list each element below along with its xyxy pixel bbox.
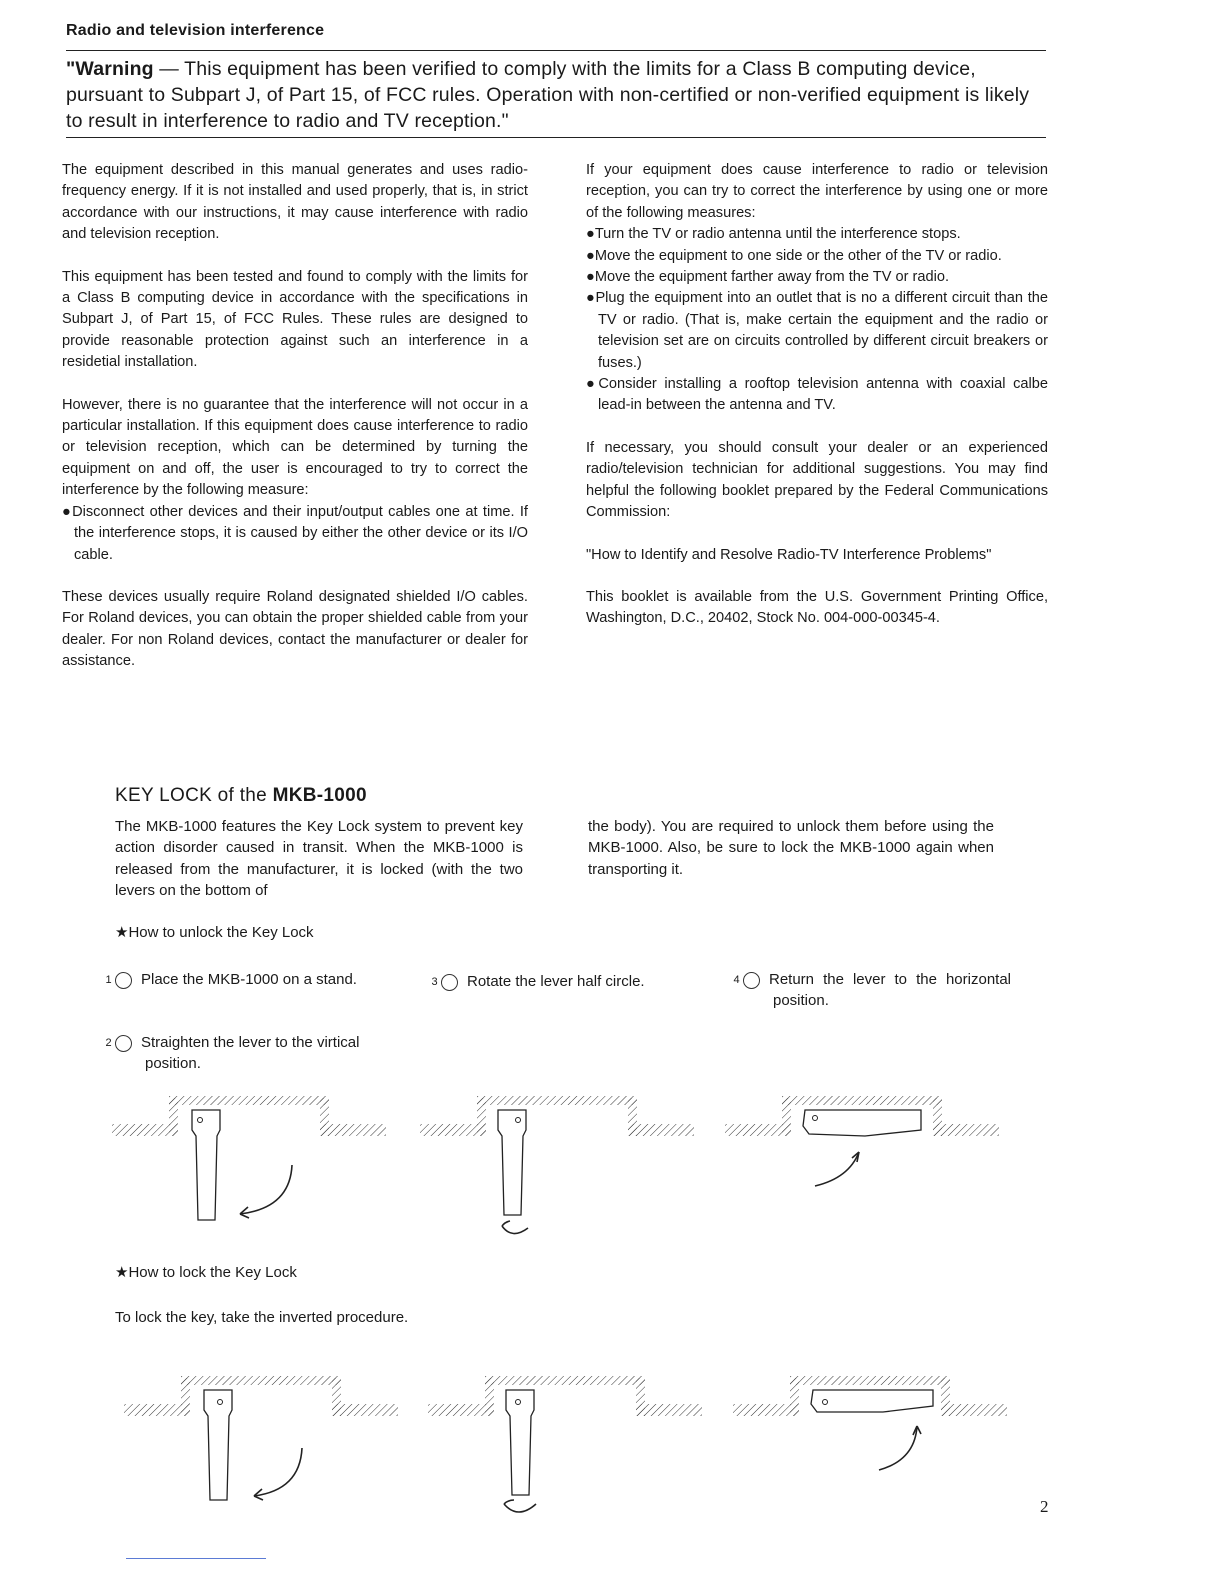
lock-diagram-1 — [124, 1370, 404, 1510]
lock-diagram-2 — [428, 1370, 708, 1530]
right-paragraph-3: "How to Identify and Resolve Radio-TV Interference Problems" — [586, 546, 992, 563]
unlock-diagram-step-4 — [725, 1090, 1005, 1230]
lock-heading: ★How to lock the Key Lock — [115, 1264, 297, 1281]
key-lock-left-text: The MKB-1000 features the Key Lock system to prevent key action disorder caused in transit. When the MKB-1000 is released from the manufacturer, it is locked (with the two levers on the bottom of — [115, 818, 523, 900]
warning-text: This equipment has been verified to comply with the limits for a Class B computing device, pursuant to Subpart J, of Part 15, of FCC rules. Operation with non-certified or non-verified equipment is likely to result in interference to radio and TV reception." — [66, 58, 1030, 132]
right-bullet-2: ●Move the equipment to one side or the other of the TV or radio. — [586, 247, 1002, 264]
section-title: Radio and television interference — [66, 22, 325, 39]
step-1-text: Place the MKB-1000 on a stand. — [141, 971, 357, 988]
step-3-text: Rotate the lever half circle. — [467, 973, 645, 990]
page-number: 2 — [1040, 1497, 1049, 1516]
right-column — [586, 160, 1048, 630]
right-paragraph-2: If necessary, you should consult your dealer or an experienced radio/television technician for additional suggestions. You may find helpful the following booklet prepared by the Federal Communications Commission: — [586, 439, 1048, 521]
left-paragraph-3: However, there is no guarantee that the interference will not occur in a particular installation. If this equipment does cause interference to radio or television reception, which can be determined by turning the equipment on and off, the user is encouraged to try to correct the interference by the following measure: — [62, 396, 528, 499]
key-lock-title-model: MKB-1000 — [272, 785, 367, 806]
right-paragraph-4: This booklet is available from the U.S. Government Printing Office, Washington, D.C., 20402, Stock No. 004-000-00345-4. — [586, 588, 1048, 627]
left-paragraph-1: The equipment described in this manual generates and uses radio-frequency energy. If it is not installed and used properly, that is, in strict accordance with our instructions, it may cause interference with radio and television reception. — [62, 162, 528, 243]
warning-bottom-rule — [66, 137, 1046, 138]
footer-line — [126, 1558, 266, 1559]
step-1-number: 1 — [115, 972, 132, 989]
step-2-number: 2 — [115, 1035, 132, 1052]
left-bullet: ●Disconnect other devices and their input/output cables one at time. If the interference stops, it is caused by either the other device or its I/O cable. — [62, 503, 528, 563]
step-4-text: Return the lever to the horizontal position. — [769, 971, 1011, 1010]
step-4 — [733, 969, 1011, 1012]
left-column — [62, 160, 528, 673]
step-4-number: 4 — [743, 972, 760, 989]
key-lock-right-text: the body). You are required to unlock them before using the MKB-1000. Also, be sure to lock the MKB-1000 again when transporting it. — [588, 818, 994, 878]
left-paragraph-4: These devices usually require Roland designated shielded I/O cables. For Roland devices, you can obtain the proper shielded cable from your dealer. For non Roland devices, contact the manufacturer or dealer for assistance. — [62, 588, 528, 670]
key-lock-title — [115, 785, 367, 807]
unlock-diagram-step-3 — [420, 1090, 700, 1250]
step-3 — [431, 971, 751, 992]
step-2-text: Straighten the lever to the virtical position. — [141, 1034, 360, 1073]
right-paragraph-1: If your equipment does cause interference to radio or television reception, you can try to correct the interference by using one or more of the following measures: — [586, 162, 1048, 221]
top-rule — [66, 50, 1046, 51]
warning-lead: "Warning — [66, 58, 154, 80]
step-1 — [105, 969, 405, 990]
right-bullet-1: ●Turn the TV or radio antenna until the interference stops. — [586, 226, 961, 243]
step-2 — [105, 1032, 405, 1075]
left-paragraph-2: This equipment has been tested and found to comply with the limits for a Class B computing device in accordance with the specifications in Subpart J, of Part 15, of FCC Rules. These rules are designed to provide reasonable protection against such an interference in a residetial installation. — [62, 268, 528, 371]
unlock-heading: ★How to unlock the Key Lock — [115, 924, 314, 941]
warning-dash: — — [153, 58, 185, 80]
right-bullet-5: ●Consider installing a rooftop television antenna with coaxial calbe lead-in between the antenna and TV. — [586, 376, 1048, 414]
right-bullet-3: ●Move the equipment farther away from the TV or radio. — [586, 269, 950, 286]
key-lock-title-prefix: KEY LOCK of the — [115, 785, 273, 806]
unlock-diagram-step-2 — [112, 1090, 392, 1230]
step-3-number: 3 — [441, 974, 458, 991]
fcc-warning — [66, 56, 1051, 134]
lock-diagram-3 — [733, 1370, 1013, 1510]
lock-instruction: To lock the key, take the inverted procedure. — [115, 1309, 409, 1326]
right-bullet-4: ●Plug the equipment into an outlet that is no a different circuit than the TV or radio. (That is, make certain the equipment and the radio or television set are on circuits controlled by different circuit breakers or fuses.) — [586, 290, 1048, 371]
